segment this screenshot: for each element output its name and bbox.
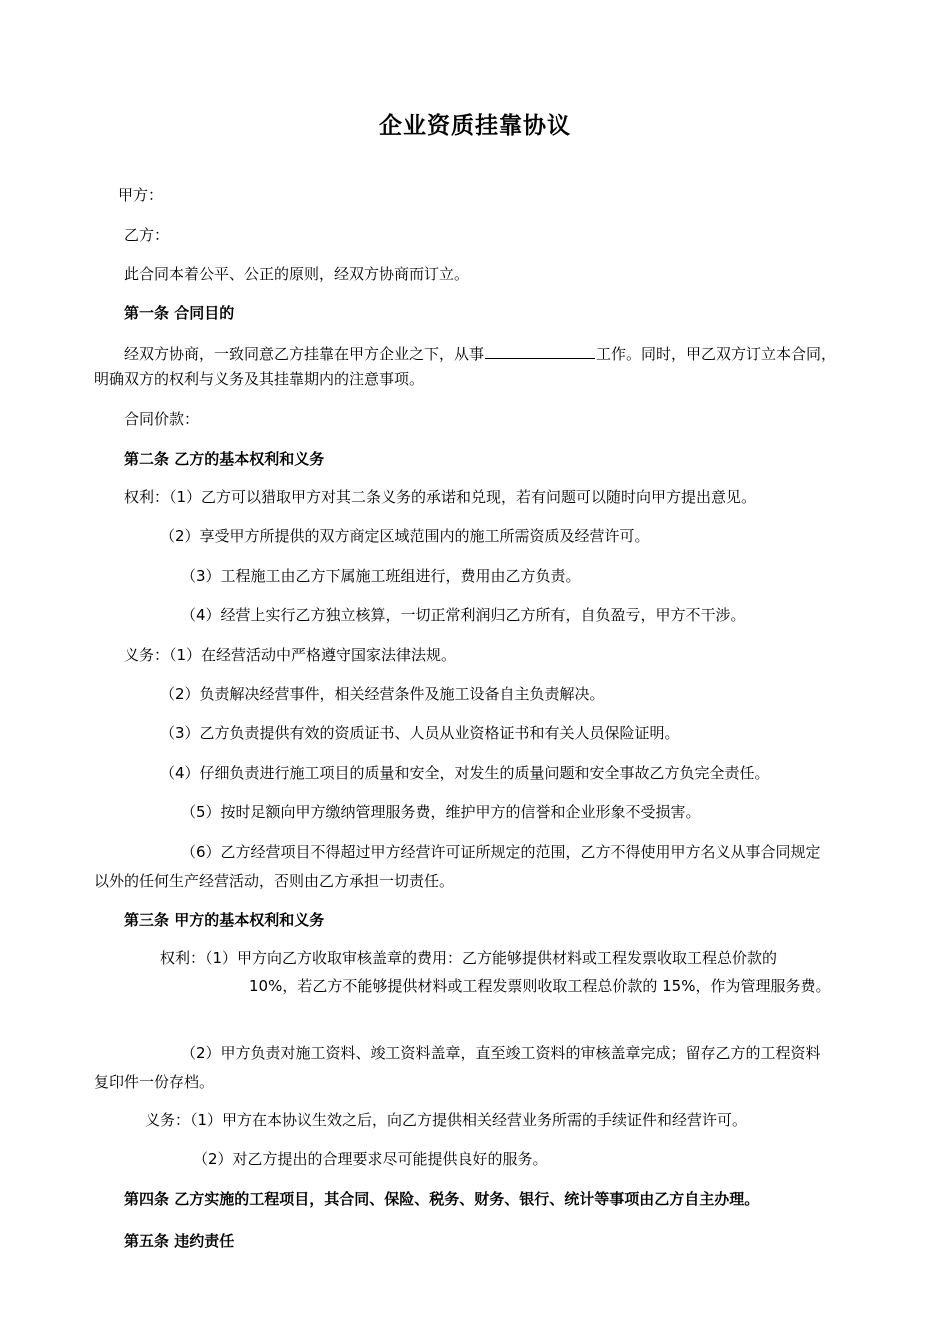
article-2-right-1: 权利：（1）乙方可以猎取甲方对其二条义务的承诺和兑现，若有问题可以随时向甲方提出意见。 (124, 488, 757, 506)
article-3-right-2-line-1: （2）甲方负责对施工资料、竣工资料盖章，直至竣工资料的审核盖章完成；留存乙方的工程资料 (181, 1044, 821, 1062)
article-1-text-line-2: 明确双方的权利与义务及其挂靠期内的注意事项。 (94, 370, 425, 388)
article-2-duty-5: （5）按时足额向甲方缴纳管理服务费，维护甲方的信誉和企业形象不受损害。 (181, 803, 701, 821)
contract-price-label: 合同价款： (124, 410, 200, 428)
article-2-duty-6-line-1: （6）乙方经营项目不得超过甲方经营许可证所规定的范围，乙方不得使用甲方名义从事合同规定 (181, 843, 821, 861)
article-1-text-after-blank: 工作。同时，甲乙双方订立本合同， (596, 345, 837, 363)
party-a-label: 甲方： (118, 186, 164, 204)
article-1-text-before-blank: 经双方协商，一致同意乙方挂靠在甲方企业之下，从事 (124, 345, 485, 363)
article-2-duty-4: （4）仔细负责进行施工项目的质量和安全，对发生的质量问题和安全事故乙方负完全责任。 (160, 764, 770, 782)
article-2-duty-2: （2）负责解决经营事件，相关经营条件及施工设备自主负责解决。 (160, 685, 605, 703)
document-title: 企业资质挂靠协议 (379, 113, 571, 139)
article-3-right-2-line-2: 复印件一份存档。 (94, 1073, 215, 1091)
article-3-heading: 第三条 甲方的基本权利和义务 (124, 911, 325, 929)
article-2-duty-3: （3）乙方负责提供有效的资质证书、人员从业资格证书和有关人员保险证明。 (160, 724, 680, 742)
article-3-duty-1: 义务：（1）甲方在本协议生效之后，向乙方提供相关经营业务所需的手续证件和经营许可。 (145, 1111, 748, 1129)
article-2-duty-6-line-2: 以外的任何生产经营活动，否则由乙方承担一切责任。 (94, 872, 455, 890)
article-2-heading: 第二条 乙方的基本权利和义务 (124, 450, 325, 468)
article-3-right-1-line-1: 权利：（1）甲方向乙方收取审核盖章的费用：乙方能够提供材料或工程发票收取工程总价款的 (160, 949, 778, 967)
article-2-duty-1: 义务：（1）在经营活动中严格遵守国家法律法规。 (124, 646, 457, 664)
article-4: 第四条 乙方实施的工程项目，其合同、保险、税务、财务、银行、统计等事项由乙方自主办理。 (124, 1190, 760, 1208)
article-1-heading: 第一条 合同目的 (124, 304, 235, 322)
article-2-right-3: （3）工程施工由乙方下属施工班组进行，费用由乙方负责。 (181, 567, 581, 585)
article-2-right-2: （2）享受甲方所提供的双方商定区域范围内的施工所需资质及经营许可。 (160, 527, 650, 545)
work-scope-blank (485, 341, 595, 359)
party-b-label: 乙方： (124, 226, 170, 244)
article-1-text-line-1 (124, 340, 836, 368)
article-5-heading: 第五条 违约责任 (124, 1232, 235, 1250)
article-3-duty-2: （2）对乙方提出的合理要求尽可能提供良好的服务。 (193, 1150, 548, 1168)
intro-paragraph: 此合同本着公平、公正的原则，经双方协商而订立。 (124, 265, 470, 283)
article-2-right-4: （4）经营上实行乙方独立核算，一切正常利润归乙方所有，自负盈亏，甲方不干涉。 (181, 606, 746, 624)
article-3-right-1-line-2: 10%，若乙方不能够提供材料或工程发票则收取工程总价款的 15%，作为管理服务费。 (249, 977, 831, 995)
